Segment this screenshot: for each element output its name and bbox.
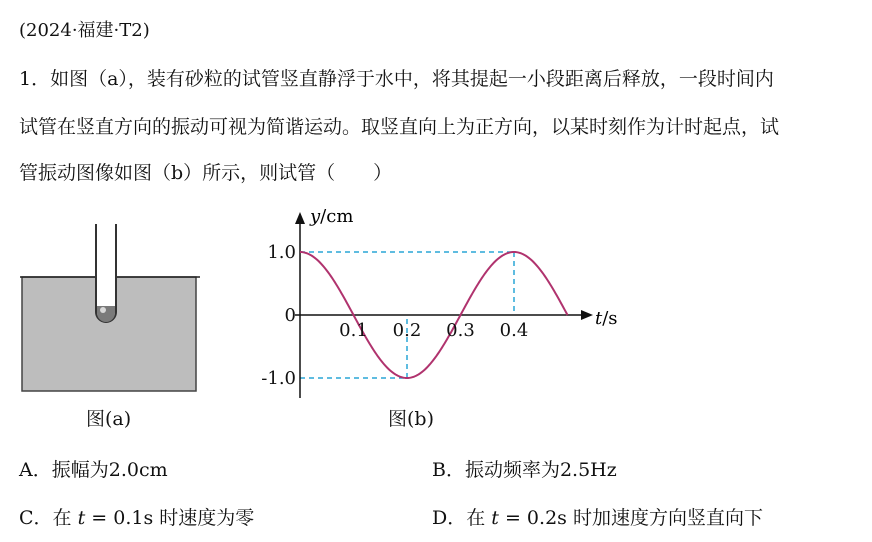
option-c-var: t (77, 507, 86, 529)
question-line-3: 管振动图像如图（b）所示，则试管（ ） (19, 162, 393, 184)
option-d-var: t (491, 507, 499, 529)
option-b-text: 振动频率为2.5Hz (464, 459, 617, 481)
x-tick-label: 0.3 (446, 320, 475, 341)
option-d-label: D． (432, 507, 467, 529)
y-axis-label: y/cm (310, 206, 354, 227)
option-a-label: A． (19, 459, 52, 481)
y-tick-label: 0 (284, 305, 296, 326)
y-tick-label: -1.0 (261, 368, 296, 389)
option-d-post: = 0.2s 时加速度方向竖直向下 (498, 507, 763, 529)
sand-highlight (100, 307, 106, 313)
option-a-text: 振幅为2.0cm (51, 459, 168, 481)
x-tick-label: 0.2 (392, 320, 422, 341)
x-axis-label: t/s (595, 308, 618, 329)
option-d[interactable] (432, 503, 763, 530)
figure-a-test-tube (20, 222, 204, 394)
source-tag: (2024·福建·T2) (19, 20, 150, 41)
x-axis-arrow-icon (581, 310, 593, 320)
y-tick-label: 1.0 (267, 242, 296, 263)
option-c-label: C． (19, 507, 53, 529)
question-line-2: 试管在竖直方向的振动可视为简谐运动。取竖直向上为正方向，以某时刻作为计时起点，试 (19, 116, 780, 138)
option-b-label: B． (432, 459, 465, 481)
option-c[interactable] (19, 503, 254, 530)
x-tick-label: 0.1 (339, 320, 368, 341)
option-c-pre: 在 (52, 507, 72, 529)
question-line-1: 1．如图（a），装有砂粒的试管竖直静浮于水中，将其提起一小段距离后释放，一段时间内 (19, 68, 774, 90)
option-d-pre: 在 (466, 507, 486, 529)
figure-b-caption: 图(b) (388, 408, 434, 430)
figure-b-chart (255, 200, 635, 405)
figure-a-caption: 图(a) (86, 408, 132, 430)
option-a[interactable] (19, 455, 168, 482)
option-c-post: = 0.1s 时速度为零 (85, 507, 255, 529)
option-b[interactable] (432, 455, 617, 482)
y-axis-arrow-icon (295, 212, 305, 224)
x-tick-label: 0.4 (499, 320, 529, 341)
